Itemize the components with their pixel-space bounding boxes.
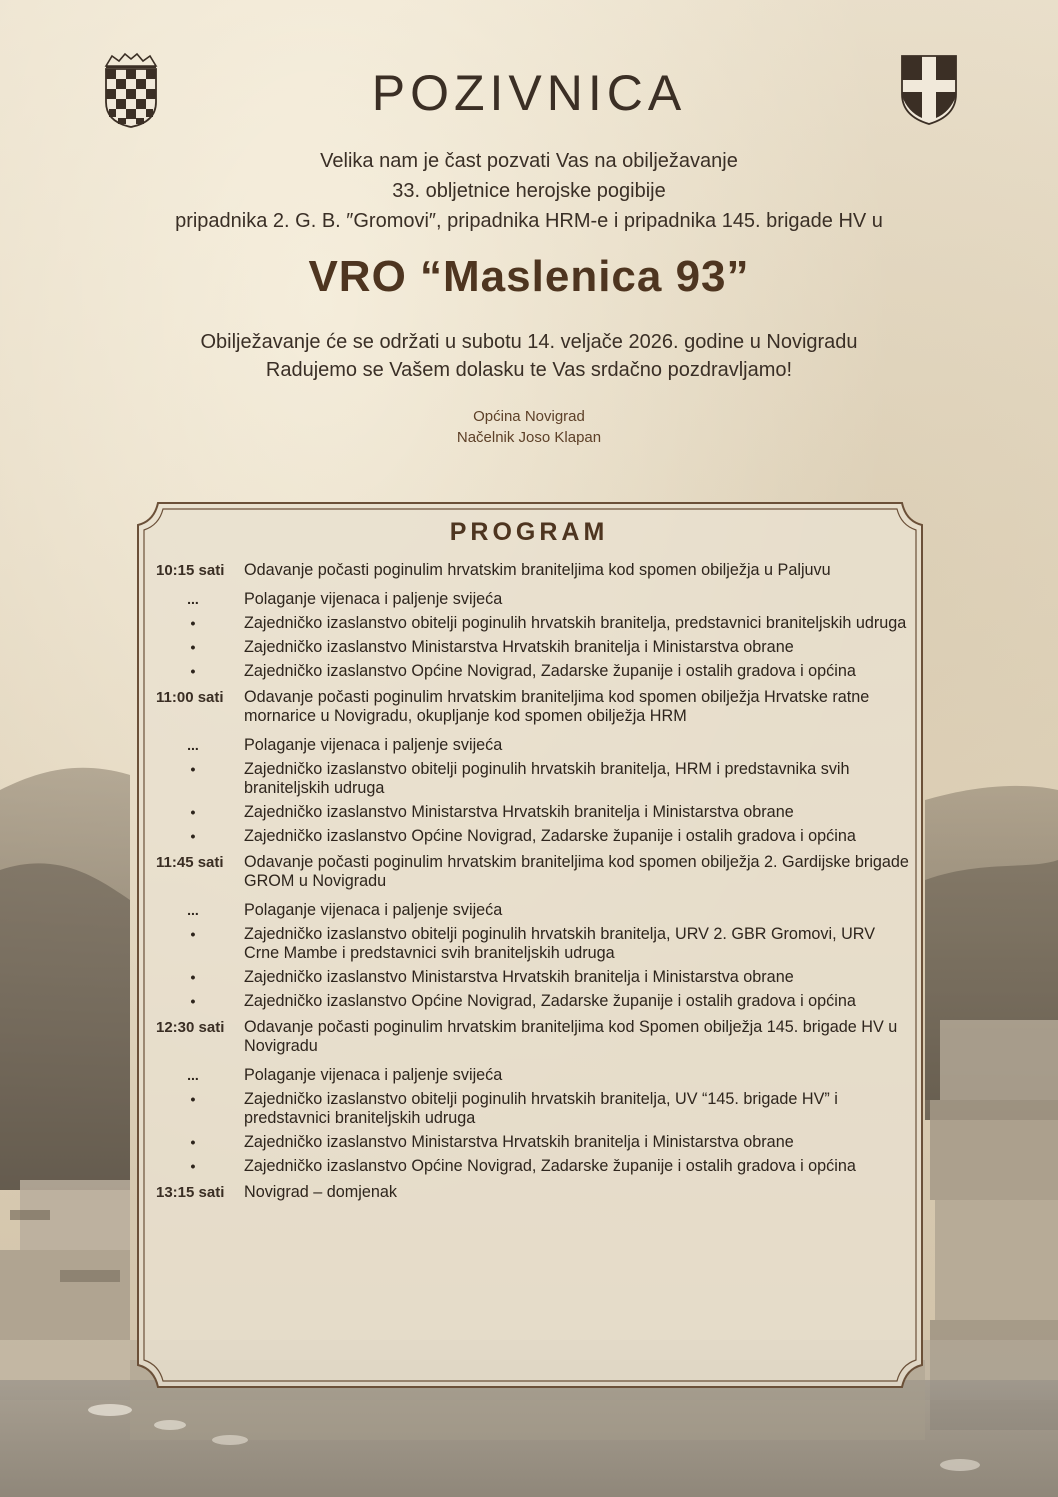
program-bullet-row (148, 1090, 910, 1128)
program-section (148, 512, 910, 1202)
program-entry-text: Zajedničko izaslanstvo obitelji poginulih hrvatskih branitelja, UV “145. brigade HV” i predstavnici braniteljskih udruga (244, 1090, 838, 1127)
bullet-icon: • (190, 804, 196, 820)
ellipsis-mark: ... (187, 902, 199, 918)
program-entry-text: Zajedničko izaslanstvo Ministarstva Hrvatskih branitelja i Ministarstva obrane (244, 968, 794, 986)
intro-line: Velika nam je čast pozvati Vas na obilježavanje (320, 150, 738, 172)
ellipsis-mark: ... (187, 591, 199, 607)
signature (0, 406, 1058, 448)
program-time-row (148, 561, 910, 580)
program-entry-text: Zajedničko izaslanstvo Ministarstva Hrvatskih branitelja i Ministarstva obrane (244, 803, 794, 821)
event-line: Obilježavanje će se održati u subotu 14. veljače 2026. godine u Novigradu (200, 331, 858, 353)
program-entry-text: Polaganje vijenaca i paljenje svijeća (244, 1066, 503, 1084)
program-bullet-row (148, 662, 910, 681)
bullet-icon: • (190, 615, 196, 631)
program-sub-row (148, 1066, 910, 1085)
bullet-icon: • (190, 993, 196, 1009)
program-entry-text: Polaganje vijenaca i paljenje svijeća (244, 736, 503, 754)
signature-person: Načelnik Joso Klapan (456, 429, 602, 446)
program-bullet-row (148, 760, 910, 798)
program-entry-text: Odavanje počasti poginulim hrvatskim braniteljima kod spomen obilježja 2. Gardijske brigade GROM u Novigradu (244, 853, 909, 890)
program-bullet-row (148, 1133, 910, 1152)
program-list (148, 561, 910, 1202)
bullet-icon: • (190, 639, 196, 655)
program-entry-text: Odavanje počasti poginulim hrvatskim braniteljima kod spomen obilježja u Paljuvu (244, 561, 831, 579)
program-sub-row (148, 736, 910, 755)
program-entry-text: Polaganje vijenaca i paljenje svijeća (244, 901, 503, 919)
program-sub-row (148, 590, 910, 609)
program-entry-text: Zajedničko izaslanstvo Općine Novigrad, Zadarske županije i ostalih gradova i općina (244, 827, 856, 845)
program-bullet-row (148, 638, 910, 657)
intro-line: pripadnika 2. G. B. ″Gromovi″, pripadnika HRM-e i pripadnika 145. brigade HV u (175, 210, 883, 232)
bullet-icon: • (190, 761, 196, 777)
program-time: 12:30 sati (156, 1019, 225, 1036)
bullet-icon: • (190, 828, 196, 844)
bullet-icon: • (190, 663, 196, 679)
program-time: 13:15 sati (156, 1184, 225, 1201)
program-time-row (148, 1183, 910, 1202)
program-time: 11:00 sati (156, 689, 224, 706)
program-entry-text: Zajedničko izaslanstvo Općine Novigrad, Zadarske županije i ostalih gradova i općina (244, 992, 856, 1010)
intro-line: 33. obljetnice herojske pogibije (392, 180, 666, 202)
bullet-icon: • (190, 1091, 196, 1107)
program-entry-text: Zajedničko izaslanstvo obitelji poginulih hrvatskih branitelja, URV 2. GBR Gromovi, URV Crne Mambe i predstavnici svih braniteljskih udruga (244, 925, 875, 962)
bullet-icon: • (190, 1158, 196, 1174)
program-entry-text: Zajedničko izaslanstvo obitelji poginulih hrvatskih branitelja, predstavnici braniteljskih udruga (244, 614, 907, 632)
program-time: 10:15 sati (156, 562, 225, 579)
program-time-row (148, 688, 910, 726)
signature-org: Općina Novigrad (473, 408, 585, 425)
program-time-row (148, 853, 910, 891)
program-entry-text: Zajedničko izaslanstvo Općine Novigrad, Zadarske županije i ostalih gradova i općina (244, 662, 856, 680)
program-entry-text: Zajedničko izaslanstvo obitelji poginulih hrvatskih branitelja, HRM i predstavnika svih braniteljskih udruga (244, 760, 850, 797)
ellipsis-mark: ... (187, 737, 199, 753)
program-time: 11:45 sati (156, 854, 224, 871)
program-entry-text: Zajedničko izaslanstvo Ministarstva Hrvatskih branitelja i Ministarstva obrane (244, 638, 794, 656)
program-sub-row (148, 901, 910, 920)
program-bullet-row (148, 614, 910, 633)
program-entry-text: Zajedničko izaslanstvo Općine Novigrad, Zadarske županije i ostalih gradova i općina (244, 1157, 856, 1175)
ellipsis-mark: ... (187, 1067, 199, 1083)
program-bullet-row (148, 968, 910, 987)
page-title: POZIVNICA (371, 65, 687, 121)
program-entry-text: Odavanje počasti poginulim hrvatskim braniteljima kod Spomen obilježja 145. brigade HV u Novigradu (244, 1018, 898, 1055)
program-entry-text: Novigrad – domjenak (244, 1183, 397, 1201)
program-entry-text: Zajedničko izaslanstvo Ministarstva Hrvatskih branitelja i Ministarstva obrane (244, 1133, 794, 1151)
program-time-row (148, 1018, 910, 1056)
event-details (60, 328, 998, 384)
program-bullet-row (148, 827, 910, 846)
program-entry-text: Polaganje vijenaca i paljenje svijeća (244, 590, 503, 608)
program-title: PROGRAM (449, 518, 609, 546)
bullet-icon: • (190, 1134, 196, 1150)
program-entry-text: Odavanje počasti poginulim hrvatskim braniteljima kod spomen obilježja Hrvatske ratne mornarice u Novigradu, okupljanje kod spomen obilježja HRM (244, 688, 870, 725)
program-bullet-row (148, 803, 910, 822)
program-bullet-row (148, 992, 910, 1011)
program-bullet-row (148, 1157, 910, 1176)
bullet-icon: • (190, 926, 196, 942)
bullet-icon: • (190, 969, 196, 985)
event-headline: VRO “Maslenica 93” (308, 252, 750, 301)
intro-text (60, 146, 998, 236)
program-bullet-row (148, 925, 910, 963)
event-line: Radujemo se Vašem dolasku te Vas srdačno pozdravljamo! (265, 359, 793, 381)
